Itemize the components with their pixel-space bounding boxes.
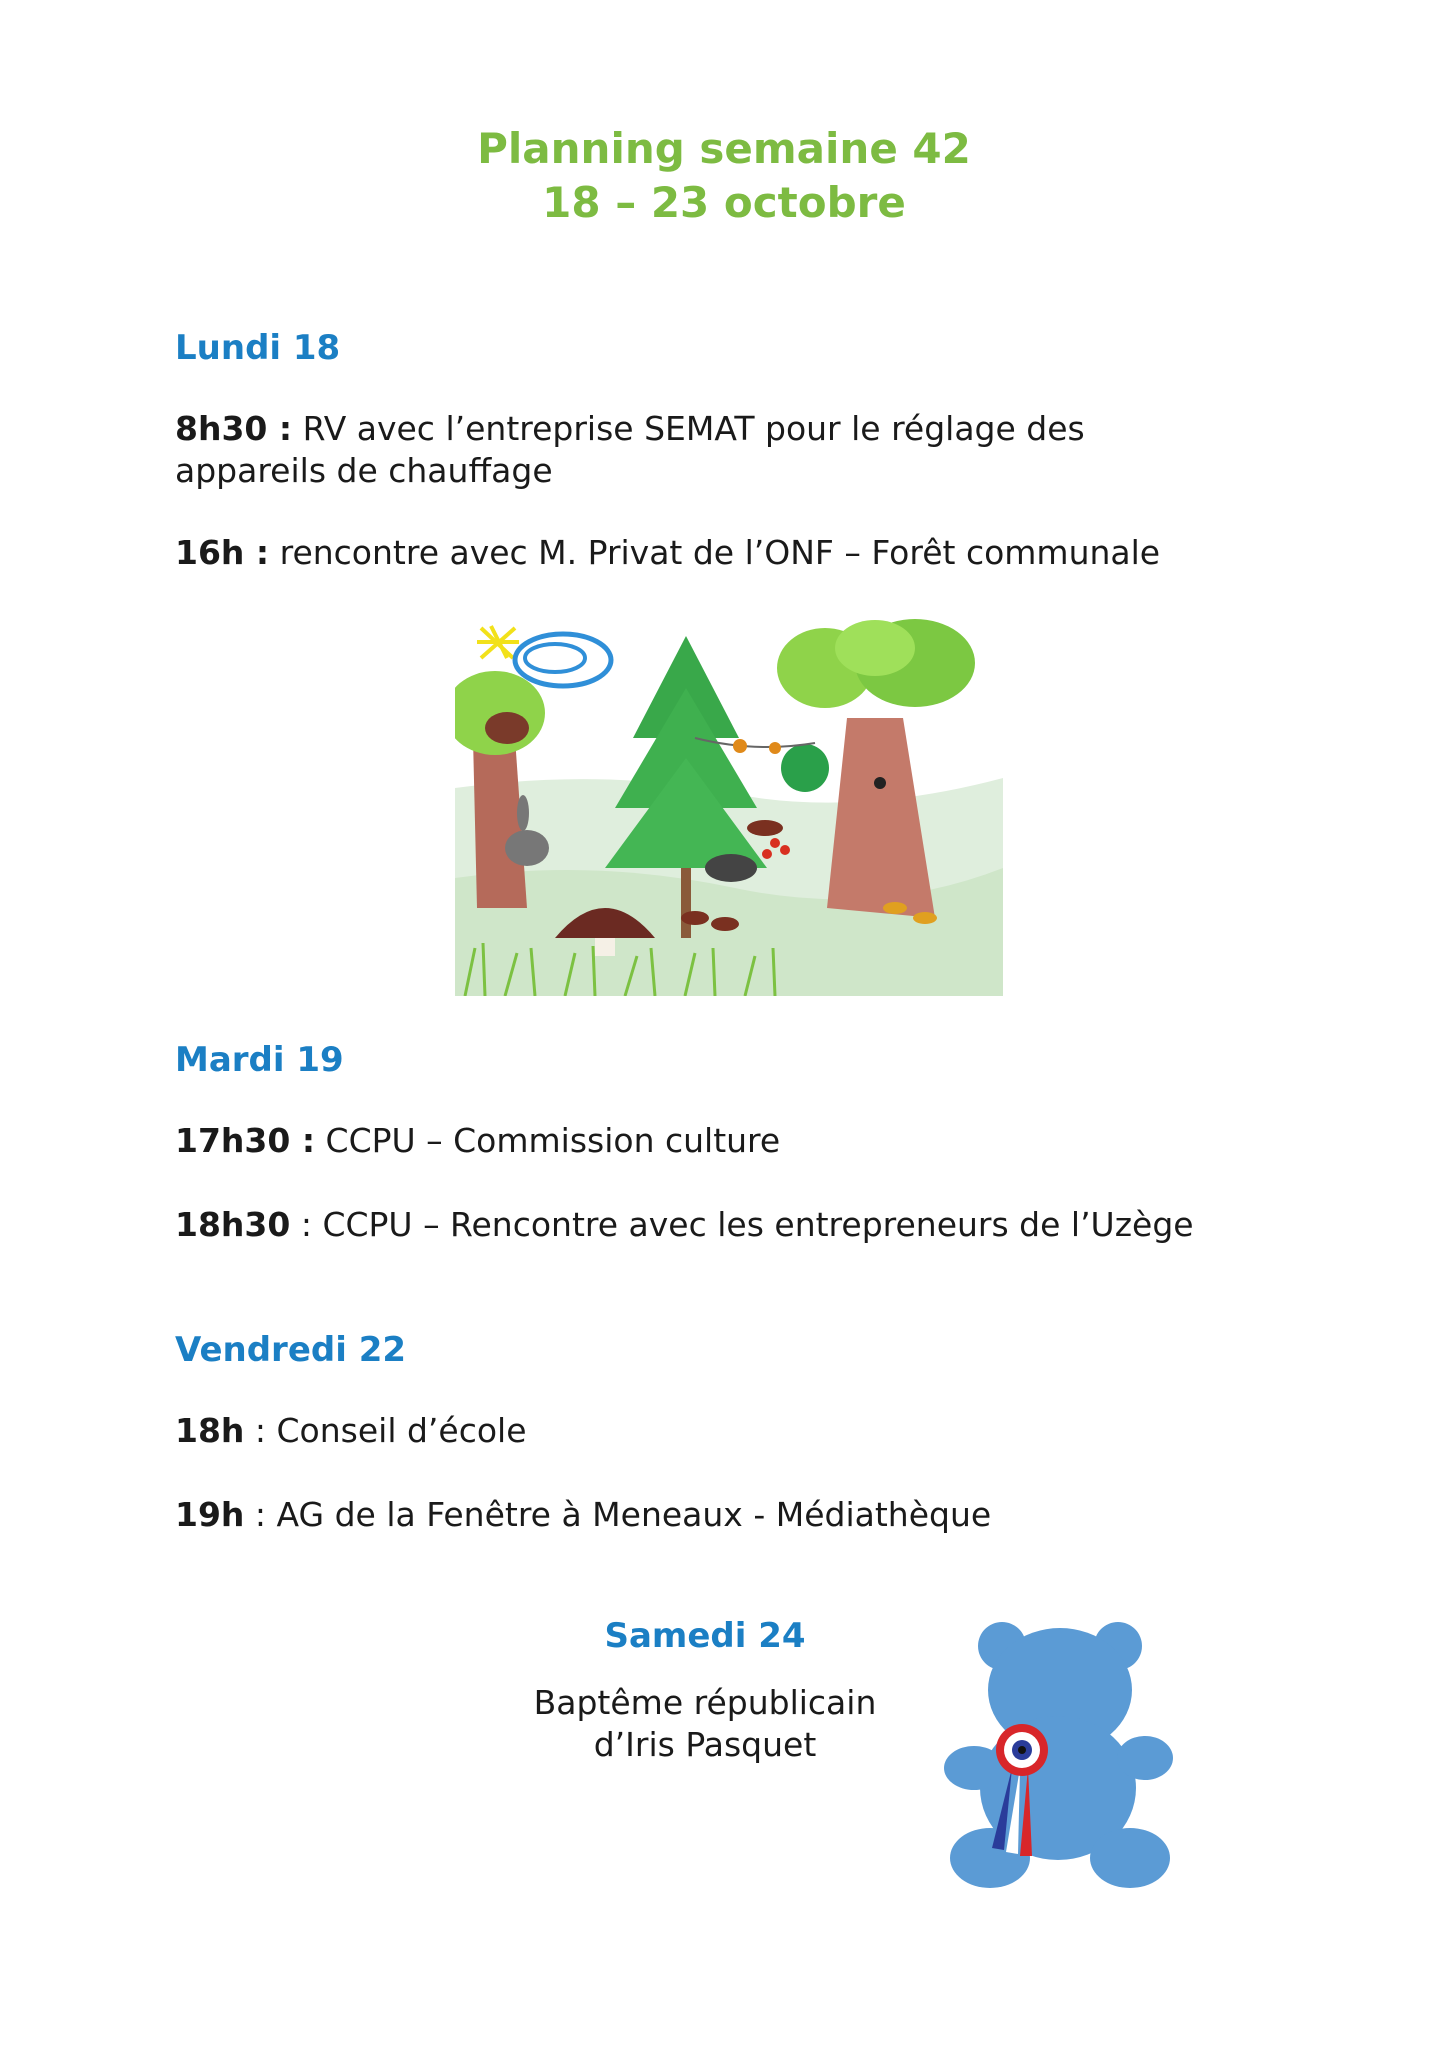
day-heading-saturday: Samedi 24 — [604, 1616, 806, 1656]
day-heading-friday: Vendredi 22 — [175, 1330, 407, 1370]
entry-text: CCPU – Commission culture — [315, 1121, 781, 1160]
page-title — [0, 122, 1448, 230]
saturday-line-1: Baptême républicain — [533, 1683, 877, 1722]
entry-text: : AG de la Fenêtre à Meneaux - Médiathèque — [244, 1495, 992, 1534]
teddy-bear-icon — [940, 1618, 1180, 1893]
entry-tuesday-2 — [175, 1204, 1325, 1246]
entry-time: 18h30 — [175, 1205, 291, 1244]
entry-friday-1 — [175, 1410, 1325, 1452]
saturday-description — [520, 1682, 890, 1766]
entry-time: 17h30 : — [175, 1121, 316, 1160]
entry-time: 8h30 : — [175, 409, 293, 448]
entry-time: 16h : — [175, 533, 270, 572]
entry-text: RV avec l’entreprise SEMAT pour le réglage des appareils de chauffage — [175, 409, 1085, 490]
day-heading-monday: Lundi 18 — [175, 328, 341, 368]
entry-text: rencontre avec M. Privat de l’ONF – Forêt communale — [269, 533, 1161, 572]
entry-monday-1 — [175, 408, 1175, 492]
entry-text: : CCPU – Rencontre avec les entrepreneurs de l’Uzège — [290, 1205, 1194, 1244]
entry-tuesday-1 — [175, 1120, 1325, 1162]
saturday-block — [520, 1616, 890, 1766]
entry-time: 18h — [175, 1411, 245, 1450]
title-line-1: Planning semaine 42 — [477, 124, 971, 173]
title-line-2: 18 – 23 octobre — [542, 178, 906, 227]
entry-friday-2 — [175, 1494, 1325, 1536]
day-heading-tuesday: Mardi 19 — [175, 1040, 344, 1080]
saturday-line-2: d’Iris Pasquet — [593, 1725, 817, 1764]
forest-drawing-illustration — [455, 618, 1003, 996]
entry-monday-2 — [175, 532, 1325, 574]
entry-text: : Conseil d’école — [244, 1411, 527, 1450]
entry-time: 19h — [175, 1495, 245, 1534]
